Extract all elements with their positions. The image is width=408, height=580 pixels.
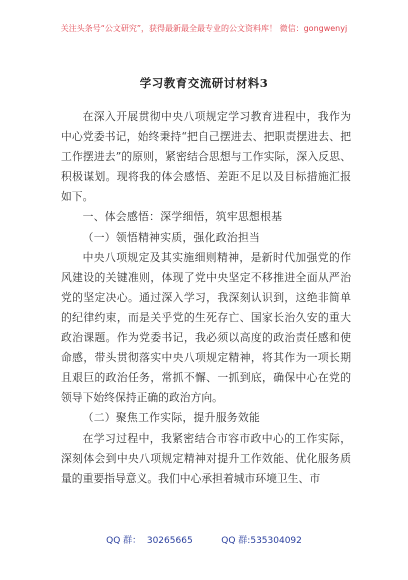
body-paragraph: 在学习过程中，我紧密结合市容市政中心的工作实际，深刻体会到中央八项规定精神对提升工作效能、优化服务质量的重要指导意义。我们中心承担着城市环境卫生、市	[61, 431, 351, 485]
section-heading: 一、体会感悟：深学细悟，筑牢思想根基	[82, 210, 283, 224]
body-paragraph: 中央八项规定及其实施细则精神，是新时代加强党的作风建设的关键准则，体现了党中央坚定不移推进全面从严治党的坚定决心。通过深入学习，我深刻认识到，这绝非简单的纪律约束，而是关乎党的生死存亡、国家长治久安的重大政治课题。作为党委书记，我必须以高度的政治责任感和使命感，带头贯彻落实中央八项规定精神，将其作为一项长期且艰巨的政治任务，常抓不懈、一抓到底，确保中心在党的领导下始终保持正确的政治方向。	[61, 250, 351, 405]
footer-qq-groups: QQ 群： 30265665 QQ 群:535304092	[106, 536, 302, 546]
intro-paragraph: 在深入开展贯彻中央八项规定学习教育进程中，我作为中心党委书记，始终秉持“把自己摆进去、把职责摆进去、把工作摆进去”的原则，紧密结合思想与工作实际，深入反思、积极谋划。现将我的体会感悟、差距不足以及目标措施汇报如下。	[61, 110, 351, 204]
subsection-heading: （一）领悟精神实质，强化政治担当	[82, 230, 261, 244]
document-body	[61, 107, 351, 489]
header-promo-text: 关注头条号“公文研究”，获得最新最全最专业的公文资料库！ 微信：gongwenyj	[60, 24, 348, 33]
document-title: 学习教育交流研讨材料3	[139, 76, 269, 90]
subsection-heading: （二）聚焦工作实际，提升服务效能	[82, 411, 261, 425]
